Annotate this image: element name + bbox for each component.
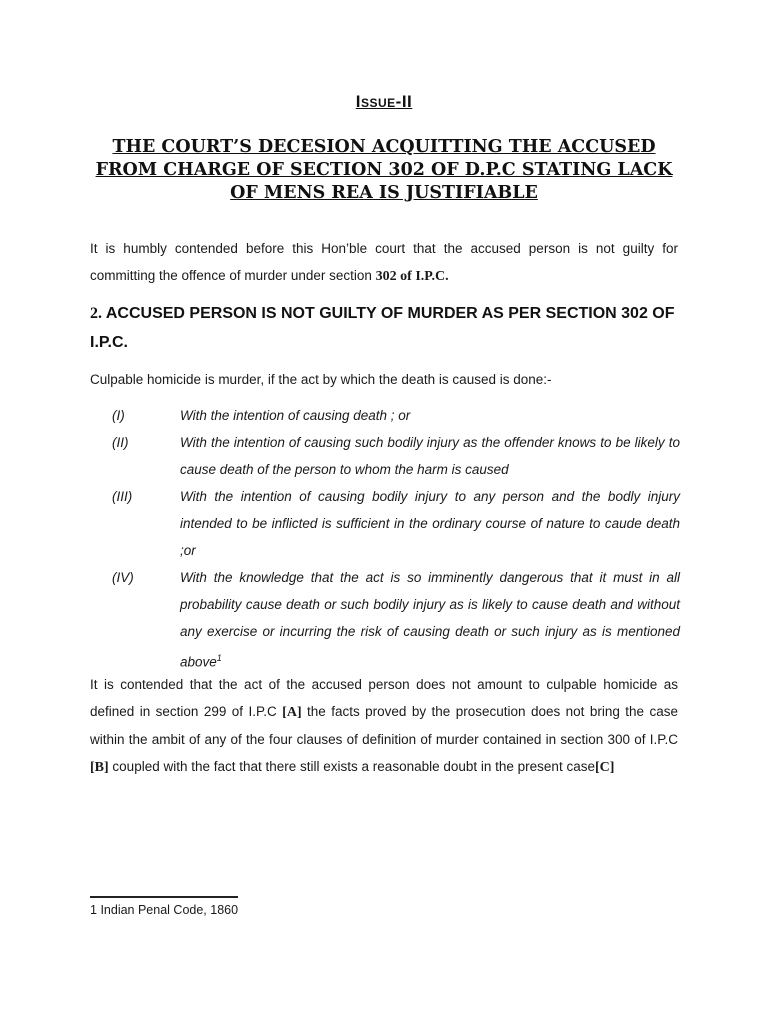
clause-number: (I) xyxy=(112,408,125,423)
intro-text: It is humbly contended before this Hon’ble court that the accused person is not guilty for committing the offence of murder under section xyxy=(90,241,678,283)
contention-text-1: It is contended that the act of the accused person does not amount to culpable homicide as defined in section 299 of I.P.C xyxy=(90,677,678,719)
list-item xyxy=(90,402,680,429)
marker-b: [B] xyxy=(90,760,109,775)
section-subheading xyxy=(90,299,680,357)
issue-heading xyxy=(0,92,768,112)
footnote-number: 1 xyxy=(90,903,97,917)
list-item xyxy=(90,564,680,676)
clause-text: With the intention of causing bodily injury to any person and the bodly injury intended to be inflicted is sufficient in the ordinary course of nature to caude death ;or xyxy=(180,489,680,558)
intro-paragraph xyxy=(90,235,678,290)
marker-a: [A] xyxy=(282,705,302,720)
page-title: THE COURT’S DECESION ACQUITTING THE ACCUSED FROM CHARGE OF SECTION 302 OF D.P.C STATING LACK OF MENS REA IS JUSTIFIABLE xyxy=(95,137,673,203)
footnote-reference[interactable]: 1 xyxy=(216,653,222,663)
clause-number: (III) xyxy=(112,489,133,504)
issue-heading-number: -II xyxy=(395,92,413,111)
issue-heading-initial: I xyxy=(355,92,361,111)
footnote-divider xyxy=(90,896,238,898)
clause-text xyxy=(180,564,680,676)
clause-list xyxy=(90,402,680,676)
marker-c: [C] xyxy=(594,760,615,775)
list-item xyxy=(90,429,680,483)
contention-paragraph xyxy=(90,671,678,781)
footnote xyxy=(90,903,238,917)
issue-heading-smallcaps: SSUE xyxy=(360,96,396,110)
clause-text-body: With the knowledge that the act is so imminently dangerous that it must in all probability cause death or such bodily injury as is likely to cause death and without any exercise or incurring the risk of causing death or such injury as is mentioned above xyxy=(180,570,680,670)
clause-number: (IV) xyxy=(112,570,134,585)
contention-text-2: the facts proved by the prosecution does not bring the case within the ambit of any of the four clauses of definition of murder contained in section 300 of I.P.C xyxy=(90,704,678,747)
clause-text: With the intention of causing death ; or xyxy=(180,408,411,423)
clause-number: (II) xyxy=(112,435,129,450)
contention-text-3: coupled with the fact that there still exists a reasonable doubt in the present case xyxy=(108,759,595,774)
subheading-text: ACCUSED PERSON IS NOT GUILTY OF MURDER AS PER SECTION 302 OF I.P.C. xyxy=(90,305,675,351)
culpable-homicide-line: Culpable homicide is murder, if the act by which the death is caused is done:- xyxy=(90,372,552,387)
intro-section-ref: 302 of I.P.C. xyxy=(375,269,449,284)
list-item xyxy=(90,483,680,564)
clause-text: With the intention of causing such bodily injury as the offender knows to be likely to cause death of the person to whom the harm is caused xyxy=(180,435,680,477)
subheading-number: 2. xyxy=(90,305,102,322)
footnote-text: Indian Penal Code, 1860 xyxy=(100,903,239,917)
